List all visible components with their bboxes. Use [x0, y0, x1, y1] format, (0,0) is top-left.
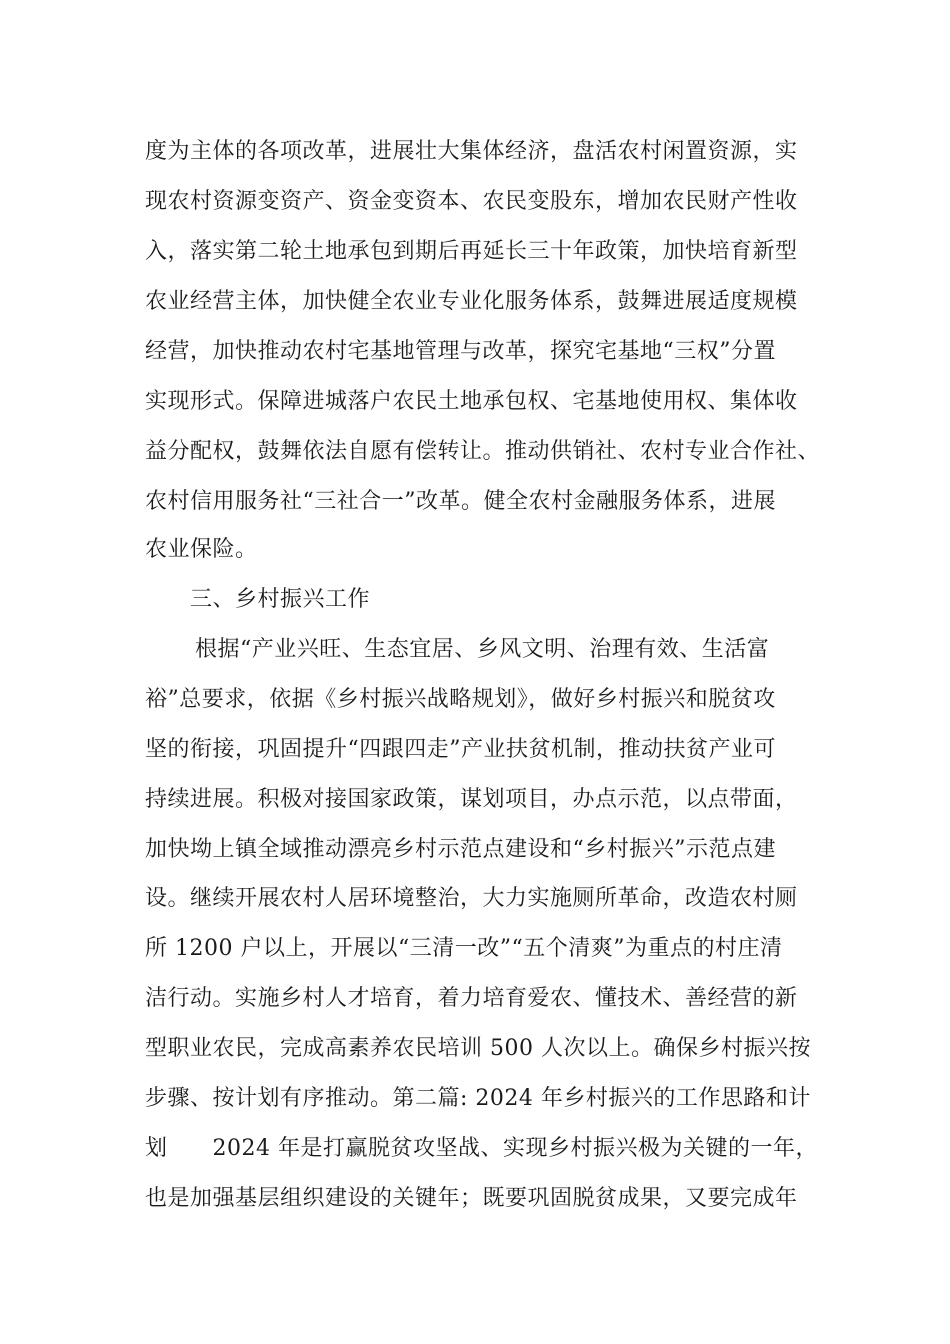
- paragraph-line: 持续进展。积极对接国家政策，谋划项目，办点示范，以点带面，: [145, 787, 798, 812]
- paragraph-line: 农业经营主体，加快健全农业专业化服务体系，鼓舞进展适度规模: [145, 289, 798, 314]
- paragraph-line: 农业保险。: [145, 537, 258, 562]
- paragraph-line: 型职业农民，完成高素养农民培训 500 人次以上。确保乡村振兴按: [145, 1036, 811, 1061]
- paragraph-line: 入，落实第二轮土地承包到期后再延长三十年政策，加快培育新型: [145, 239, 798, 264]
- paragraph-line: 实现形式。保障进城落户农民土地承包权、宅基地使用权、集体收: [145, 389, 798, 414]
- paragraph-line: 经营，加快推动农村宅基地管理与改革，探究宅基地“三权”分置: [145, 339, 776, 364]
- paragraph-line: 农村信用服务社“三社合一”改革。健全农村金融服务体系，进展: [145, 489, 776, 514]
- paragraph-line: 裕”总要求，依据《乡村振兴战略规划》，做好乡村振兴和脱贫攻: [145, 687, 776, 712]
- section-heading: 三、乡村振兴工作: [190, 587, 371, 612]
- paragraph-line: 坚的衔接，巩固提升“四跟四走”产业扶贫机制，推动扶贫产业可: [145, 737, 776, 762]
- paragraph-line: 益分配权，鼓舞依法自愿有偿转让。推动供销社、农村专业合作社、: [145, 439, 821, 464]
- paragraph-line: 度为主体的各项改革，进展壮大集体经济，盘活农村闲置资源，实: [145, 139, 798, 164]
- paragraph-line: 设。继续开展农村人居环境整治，大力实施厕所革命，改造农村厕: [145, 886, 798, 911]
- paragraph-line: 步骤、按计划有序推动。第二篇: 2024 年乡村振兴的工作思路和计: [145, 1086, 811, 1111]
- paragraph-line: 现农村资源变资产、资金变资本、农民变股东，增加农民财产性收: [145, 189, 798, 214]
- paragraph-line: 洁行动。实施乡村人才培育，着力培育爱农、懂技术、善经营的新: [145, 986, 798, 1011]
- paragraph-line: 所 1200 户以上，开展以“三清一改”“五个清爽”为重点的村庄清: [145, 936, 783, 961]
- paragraph-line: 也是加强基层组织建设的关键年；既要巩固脱贫成果，又要完成年: [145, 1186, 798, 1211]
- paragraph-line: 划 2024 年是打赢脱贫攻坚战、实现乡村振兴极为关键的一年，: [145, 1136, 818, 1161]
- paragraph-line: 根据“产业兴旺、生态宜居、乡风文明、治理有效、生活富: [195, 637, 770, 662]
- paragraph-line: 加快坳上镇全域推动漂亮乡村示范点建设和“乡村振兴”示范点建: [145, 837, 776, 862]
